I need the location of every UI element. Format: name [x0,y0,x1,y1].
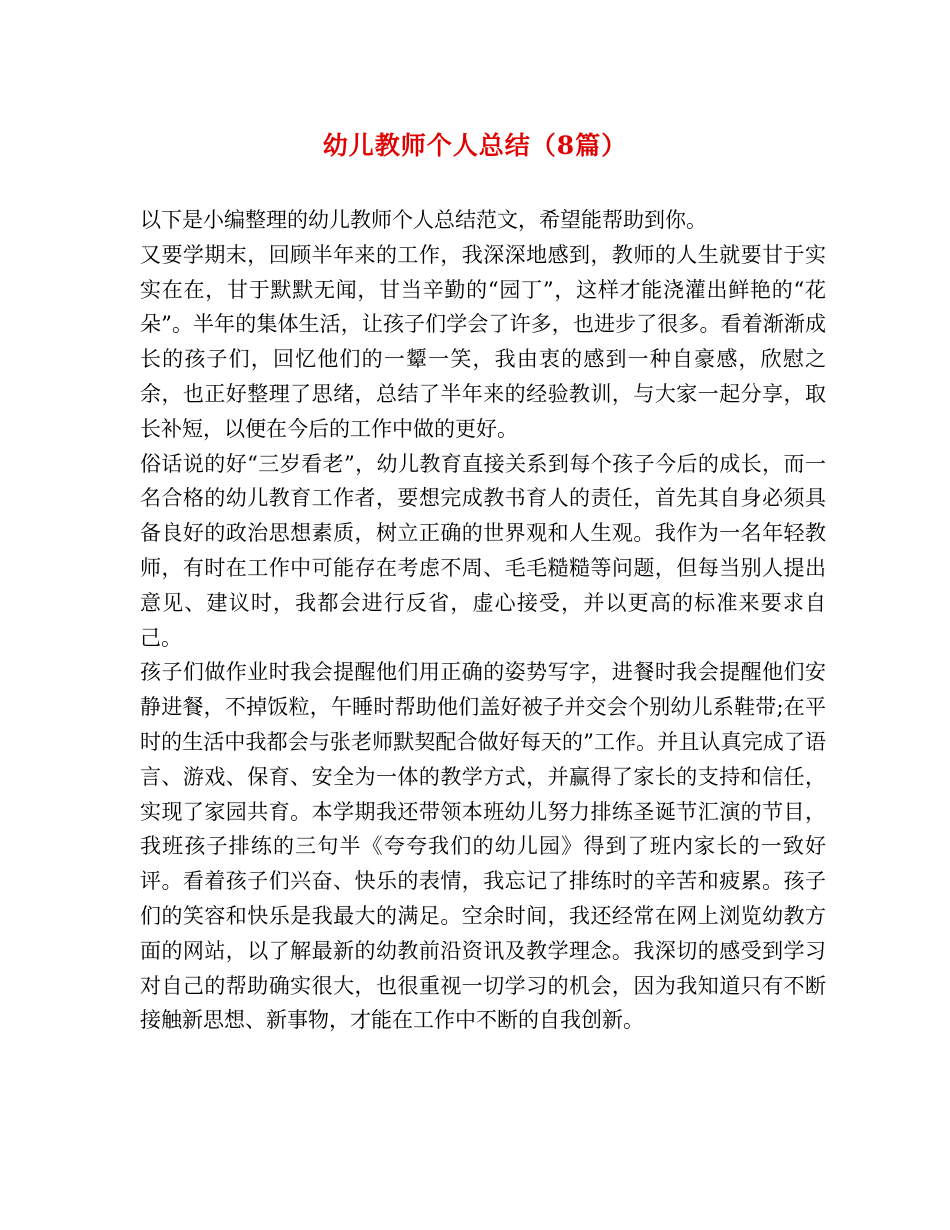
paragraph-3: 孩子们做作业时我会提醒他们用正确的姿势写字，进餐时我会提醒他们安静进餐，不掉饭粒，午睡时帮助他们盖好被子并交会个别幼儿系鞋带;在平时的生活中我都会与张老师默契配合做好每天的”工作。并且认真完成了语言、游戏、保育、安全为一体的教学方式，并赢得了家长的支持和信任，实现了家园共育。本学期我还带领本班幼儿努力排练圣诞节汇演的节目，我班孩子排练的三句半《夸夸我们的幼儿园》得到了班内家长的一致好评。看着孩子们兴奋、快乐的表情，我忘记了排练时的辛苦和疲累。孩子们的笑容和快乐是我最大的满足。空余时间，我还经常在网上浏览幼教方面的网站，以了解最新的幼教前沿资讯及教学理念。我深切的感受到学习对自己的帮助确实很大，也很重视一切学习的机会，因为我知道只有不断接触新思想、新事物，才能在工作中不断的自我创新。 [140,660,826,1033]
document-title: 幼儿教师个人总结（8篇） [322,131,628,160]
paragraph-2: 俗话说的好“三岁看老”，幼儿教育直接关系到每个孩子今后的成长，而一名合格的幼儿教育工作者，要想完成教书育人的责任，首先其自身必须具备良好的政治思想素质，树立正确的世界观和人生观。我作为一名年轻教师，有时在工作中可能存在考虑不周、毛毛糙糙等问题，但每当别人提出意见、建议时，我都会进行反省，虚心接受，并以更高的标准来要求自己。 [140,451,826,650]
paragraph-1: 又要学期末，回顾半年来的工作，我深深地感到，教师的人生就要甘于实实在在，甘于默默无闻，甘当辛勤的“园丁”，这样才能浇灌出鲜艳的“花朵”。半年的集体生活，让孩子们学会了许多，也进步了很多。看着渐渐成长的孩子们，回忆他们的一颦一笑，我由衷的感到一种自豪感，欣慰之余，也正好整理了思绪，总结了半年来的经验教训，与大家一起分享，取长补短，以便在今后的工作中做的更好。 [140,242,826,441]
document-body [140,203,826,1038]
paragraph-intro: 以下是小编整理的幼儿教师个人总结范文，希望能帮助到你。 [140,208,707,232]
